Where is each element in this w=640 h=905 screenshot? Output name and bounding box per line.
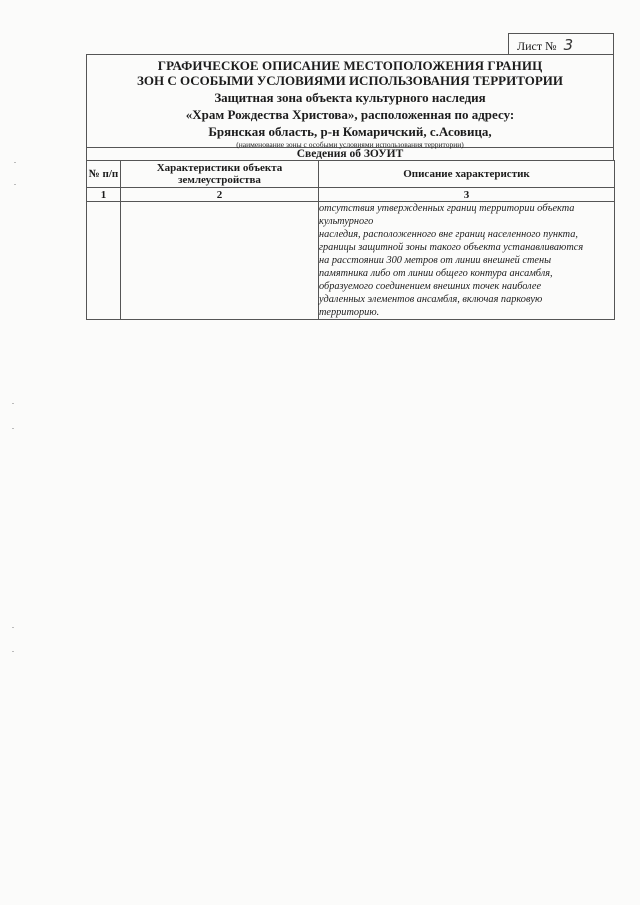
- zone-address-line: Брянская область, р-н Комаричский, с.Асовица,: [208, 124, 492, 139]
- description-line: удаленных элементов ансамбля, включая парковую: [319, 294, 543, 305]
- section-title: Сведения об ЗОУИТ: [86, 147, 614, 161]
- scan-speck: [12, 428, 14, 429]
- row-object-cell: [121, 202, 319, 320]
- document-header: [86, 54, 614, 148]
- zouit-table: [86, 160, 615, 320]
- scan-speck: [14, 162, 16, 163]
- description-line: на расстоянии 300 метров от линии внешней стены: [319, 255, 552, 266]
- scan-speck: [12, 403, 14, 404]
- description-line: наследия, расположенного вне границ населенного пункта,: [319, 229, 578, 240]
- column-number: 1: [87, 188, 121, 202]
- description-line: территорию.: [319, 307, 380, 318]
- sheet-number-box: [508, 33, 614, 55]
- header-object: Характеристики объекта землеустройства: [121, 161, 319, 188]
- scan-speck: [14, 184, 16, 185]
- header-no: № п/п: [87, 161, 121, 188]
- table-header-row: [87, 161, 615, 188]
- title-line-1: ГРАФИЧЕСКОЕ ОПИСАНИЕ МЕСТОПОЛОЖЕНИЯ ГРАНИЦ: [157, 58, 543, 73]
- description-line: отсутствия утвержденных границ территории объекта: [319, 203, 575, 214]
- header-description: Описание характеристик: [319, 161, 615, 188]
- description-line: границы защитной зоны такого объекта устанавливаются: [319, 242, 584, 253]
- row-no-cell: [87, 202, 121, 320]
- table-row: [87, 202, 615, 320]
- description-line: памятника либо от линии общего контура ансамбля,: [319, 268, 553, 279]
- zone-caption: (наименование зоны с особыми условиями использования территории): [236, 140, 464, 149]
- row-description-cell: [319, 202, 615, 320]
- column-number: 2: [121, 188, 319, 202]
- zone-name-line-1: Защитная зона объекта культурного наследия: [214, 90, 486, 105]
- column-number-row: [87, 188, 615, 202]
- title-line-2: ЗОН С ОСОБЫМИ УСЛОВИЯМИ ИСПОЛЬЗОВАНИЯ ТЕРРИТОРИИ: [137, 73, 563, 88]
- sheet-number: 3: [563, 36, 574, 54]
- zone-name-line-2: «Храм Рождества Христова», расположенная по адресу:: [185, 107, 515, 122]
- scan-speck: [12, 651, 14, 652]
- column-number: 3: [319, 188, 615, 202]
- sheet-label: Лист №: [517, 39, 557, 53]
- description-line: культурного: [319, 216, 374, 227]
- scan-speck: [12, 627, 14, 628]
- description-line: образуемого соединением внешних точек наиболее: [319, 281, 542, 292]
